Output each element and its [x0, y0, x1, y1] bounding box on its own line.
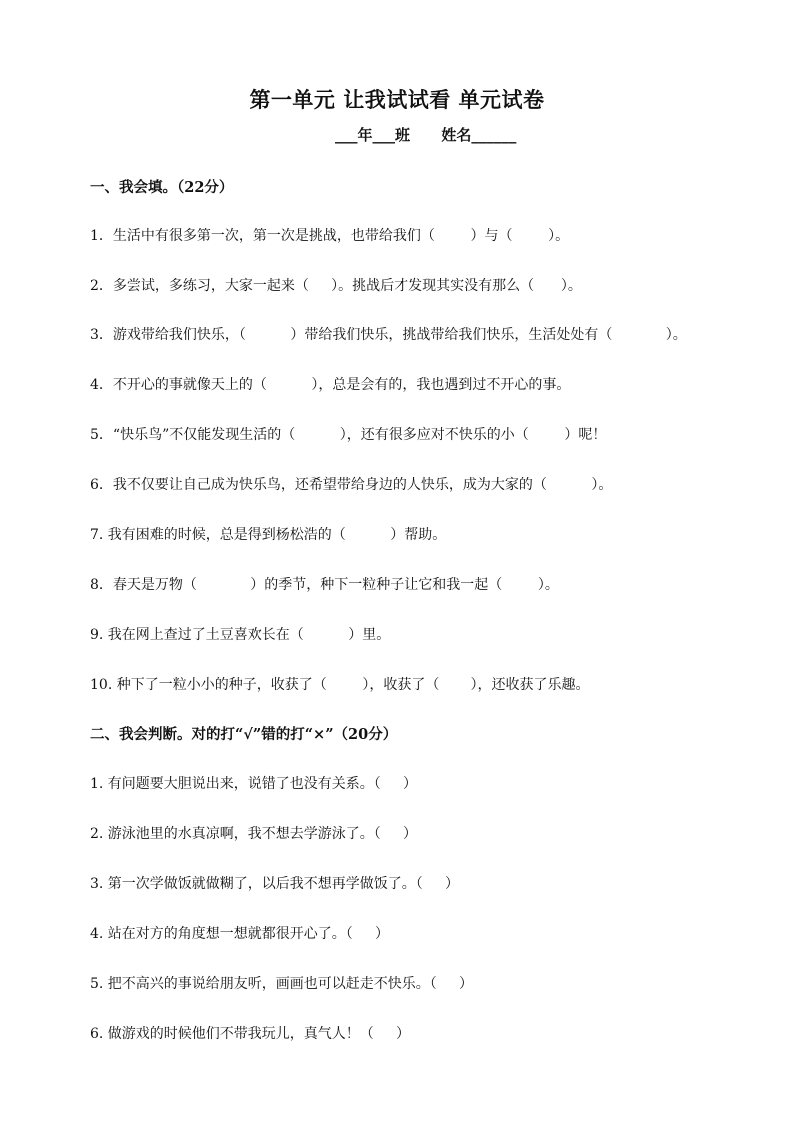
fill-question-4: 4．不开心的事就像天上的（ ），总是会有的，我也遇到过不开心的事。	[90, 377, 571, 393]
fill-question-6: 6．我不仅要让自己成为快乐鸟，还希望带给身边的人快乐，成为大家的（ ）。	[90, 477, 613, 493]
fill-question-2: 2．多尝试，多练习，大家一起来（ ）。挑战后才发现其实没有那么（ ）。	[90, 278, 582, 294]
exam-title: 第一单元 让我试试看 单元试卷	[249, 87, 545, 112]
judge-question-5: 5. 把不高兴的事说给朋友听，画画也可以赶走不快乐。（ ）	[90, 976, 474, 992]
section-1-heading: 一、我会填。（22分）	[90, 179, 234, 196]
fill-question-1: 1．生活中有很多第一次，第一次是挑战，也带给我们（ ）与（ ）。	[90, 228, 570, 244]
fill-question-8: 8．春天是万物（ ）的季节，种下一粒种子让它和我一起（ ）。	[90, 577, 559, 593]
section-2-heading: 二、我会判断。对的打“√”错的打“×”（20分）	[90, 726, 398, 743]
class-name-line: ___年___班 姓名______	[335, 126, 517, 144]
judge-question-1: 1. 有问题要大胆说出来，说错了也没有关系。（ ）	[90, 776, 418, 792]
judge-question-4: 4. 站在对方的角度想一想就都很开心了。（ ）	[90, 926, 390, 942]
fill-question-5: 5．“快乐鸟”不仅能发现生活的（ ），还有很多应对不快乐的小（ ）呢！	[90, 427, 607, 443]
fill-question-7: 7. 我有困难的时候，总是得到杨松浩的（ ）帮助。	[90, 527, 447, 543]
judge-question-2: 2. 游泳池里的水真凉啊，我不想去学游泳了。（ ）	[90, 826, 418, 842]
fill-question-3: 3．游戏带给我们快乐，（ ）带给我们快乐，挑战带给我们快乐，生活处处有（ ）。	[90, 327, 687, 343]
judge-question-3: 3. 第一次学做饭就做糊了，以后我不想再学做饭了。（ ）	[90, 876, 460, 892]
judge-question-6: 6. 做游戏的时候他们不带我玩儿，真气人！（ ）	[90, 1026, 411, 1042]
fill-question-9: 9. 我在网上查过了土豆喜欢长在（ ）里。	[90, 627, 391, 643]
fill-question-10: 10. 种下了一粒小小的种子，收获了（ ），收获了（ ），还收获了乐趣。	[90, 677, 590, 693]
